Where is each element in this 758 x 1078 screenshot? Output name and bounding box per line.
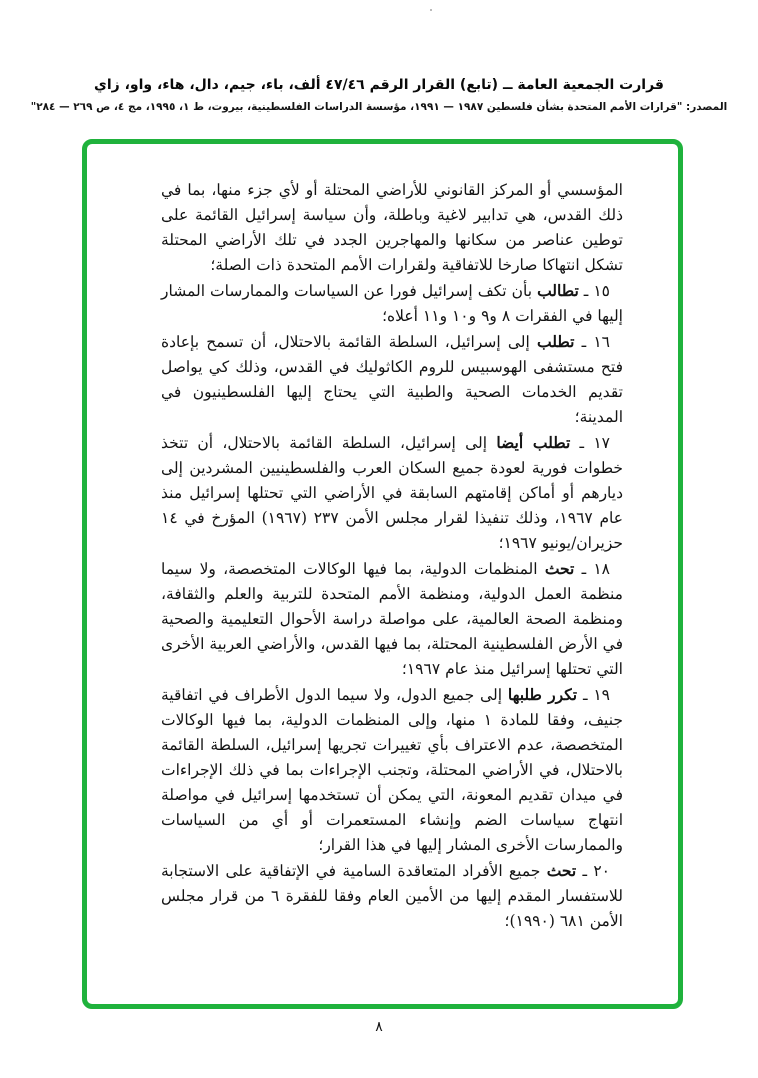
paragraph-continuation	[161, 178, 623, 278]
paragraph-text: المؤسسي أو المركز القانوني للأراضي المحتلة أو لأي جزء منها، بما في ذلك القدس، هي تدابير لاغية وباطلة، وأن سياسة إسرائيل القائمة على توطين عناصر من سكانها والمهاجرين الجدد في تلك الأراضي المحتلة تشكل انتهاكا صارخا للاتفاقية ولقرارات الأمم المتحدة ذات الصلة؛	[161, 181, 623, 274]
paragraph-number: ١٦ ـ	[581, 333, 611, 351]
paragraph-20	[161, 858, 623, 934]
paragraph-19	[161, 682, 623, 858]
paragraph-text: إلى إسرائيل، السلطة القائمة بالاحتلال، أن تتخذ خطوات فورية لعودة جميع السكان العرب والفلسطينيين المشردين إلى ديارهم أو أماكن إقامتهم السابقة في الأراضي التي تحتلها إسرائيل منذ عام ١٩٦٧، وذلك تنفيذا لقرار مجلس الأمن ٢٣٧ (١٩٦٧) المؤرخ في ١٤ حزيران/يونيو ١٩٦٧؛	[161, 434, 624, 552]
paragraph-16	[161, 329, 623, 430]
operative-verb: تطلب أيضا	[496, 433, 571, 452]
operative-verb: تطالب	[537, 281, 579, 300]
resolution-text	[161, 178, 623, 934]
paragraph-text: إلى إسرائيل، السلطة القائمة بالاحتلال، أن تسمح بإعادة فتح مستشفى الهوسبيس للروم الكاثوليك في القدس، وذلك كي يواصل تقديم الخدمات الصحية والطبية التي يحتاج إليها الفلسطينيون في المدينة؛	[161, 333, 623, 426]
paragraph-text: إلى جميع الدول، ولا سيما الدول الأطراف في اتفاقية جنيف، وفقا للمادة ١ منها، وإلى المنظمات الدولية، بما فيها الوكالات المتخصصة، عدم الاعتراف بأي تغييرات تجريها إسرائيل، السلطة القائمة بالاحتلال، في الأراضي المحتلة، وتجنب الإجراءات بما في ذلك الإجراءات في ميدان تقديم المعونة، التي يمكن أن تستخدمها إسرائيل في مواصلة انتهاج سياسات الضم وإنشاء المستعمرات أو أي من السياسات والممارسات الأخرى المشار إليها في هذا القرار؛	[161, 686, 623, 854]
paragraph-number: ١٧ ـ	[579, 434, 610, 452]
paragraph-17	[161, 430, 623, 556]
paragraph-number: ١٨ ـ	[581, 560, 610, 578]
operative-verb: تحث	[546, 861, 577, 880]
page-number: ٨	[375, 1019, 383, 1035]
paragraph-number: ١٩ ـ	[582, 686, 611, 704]
operative-verb: تحث	[544, 559, 575, 578]
paragraph-15	[161, 278, 623, 329]
paragraph-number: ٢٠ ـ	[582, 862, 611, 880]
operative-verb: تكرر طلبها	[507, 685, 578, 704]
paragraph-text: جميع الأفراد المتعاقدة السامية في الإتفاقية على الاستجابة للاستفسار المقدم إليها من الأمين العام وفقا للفقرة ٦ من قرار مجلس الأمن ٦٨١ (١٩٩٠)؛	[161, 862, 623, 930]
paragraph-18	[161, 556, 623, 682]
page-title: قرارت الجمعية العامة ــ (تابع) القرار الرقم ٤٧/٤٦ ألف، باء، جيم، دال، هاء، واو، زاي	[94, 77, 664, 93]
scan-speck	[430, 9, 432, 11]
paragraph-text: المنظمات الدولية، بما فيها الوكالات المتخصصة، ولا سيما منظمة العمل الدولية، ومنظمة الأمم المتحدة للتربية والعلم والثقافة، ومنظمة الصحة العالمية، على مواصلة دراسة الأحوال التعليمية والصحية في الأرض الفلسطينية المحتلة، بما فيها القدس، والأراضي العربية الأخرى التي تحتلها إسرائيل منذ عام ١٩٦٧؛	[161, 560, 623, 678]
operative-verb: تطلب	[537, 332, 575, 351]
paragraph-text: بأن تكف إسرائيل فورا عن السياسات والممارسات المشار إليها في الفقرات ٨ و٩ و١٠ و١١ أعلاه؛	[161, 282, 623, 325]
green-border-frame	[82, 139, 683, 1009]
paragraph-number: ١٥ ـ	[583, 282, 611, 300]
source-citation: المصدر: "قرارات الأمم المتحدة بشأن فلسطين ١٩٨٧ — ١٩٩١، مؤسسة الدراسات الفلسطينية، بيروت، ط ١، ١٩٩٥، مج ٤، ص ٢٦٩ — ٢٨٤"	[30, 101, 728, 113]
